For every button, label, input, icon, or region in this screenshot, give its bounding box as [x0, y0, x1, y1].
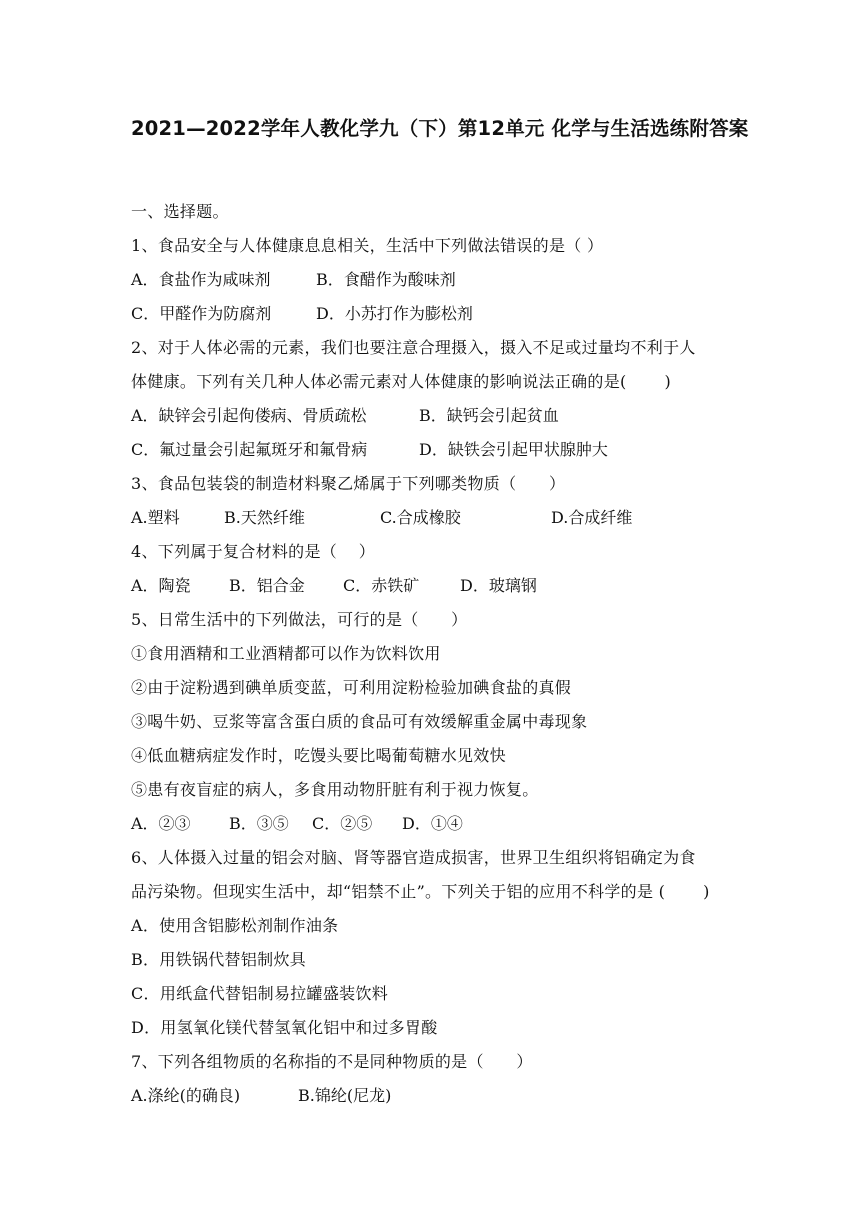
- document-title: 2021—2022学年人教化学九（下）第12单元 化学与生活选练附答案: [131, 117, 749, 140]
- question-1-option-a: A．食盐作为咸味剂: [131, 270, 271, 289]
- question-1-stem: 1、食品安全与人体健康息息相关，生活中下列做法错误的是（ ）: [131, 236, 604, 255]
- question-2-stem-line-1: 2、对于人体必需的元素，我们也要注意合理摄入，摄入不足或过量均不利于人: [131, 338, 696, 357]
- question-5-statement-5: ⑤患有夜盲症的病人，多食用动物肝脏有利于视力恢复。: [131, 780, 539, 799]
- question-6-option-b: B．用铁锅代替铝制炊具: [131, 950, 307, 969]
- question-4-option-b: B．铝合金: [229, 576, 305, 595]
- question-3-option-d: D.合成纤维: [551, 508, 633, 527]
- question-5-option-b: B．③⑤: [229, 814, 289, 833]
- question-3-option-a: A.塑料: [131, 508, 180, 527]
- question-1-option-d: D．小苏打作为膨松剂: [316, 304, 473, 323]
- question-4-option-d: D．玻璃钢: [460, 576, 537, 595]
- question-5-stem: 5、日常生活中的下列做法，可行的是（ ）: [131, 610, 468, 629]
- question-5-statement-3: ③喝牛奶、豆浆等富含蛋白质的食品可有效缓解重金属中毒现象: [131, 712, 588, 731]
- question-6-stem-line-1: 6、人体摄入过量的铝会对脑、肾等器官造成损害，世界卫生组织将铝确定为食: [131, 848, 696, 867]
- question-4-stem: 4、下列属于复合材料的是（ ）: [131, 542, 376, 561]
- question-2-stem-line-2: 体健康。下列有关几种人体必需元素对人体健康的影响说法正确的是( ): [131, 372, 672, 391]
- question-3-option-c: C.合成橡胶: [380, 508, 461, 527]
- question-1-option-c: C．甲醛作为防腐剂: [131, 304, 272, 323]
- question-1-option-b: B．食醋作为酸味剂: [316, 270, 456, 289]
- question-7-stem: 7、下列各组物质的名称指的不是同种物质的是（ ）: [131, 1052, 533, 1071]
- question-5-option-a: A．②③: [131, 814, 191, 833]
- question-2-option-a: A．缺锌会引起佝偻病、骨质疏松: [131, 406, 367, 425]
- question-5-statement-2: ②由于淀粉遇到碘单质变蓝，可利用淀粉检验加碘食盐的真假: [131, 678, 572, 697]
- question-3-option-b: B.天然纤维: [224, 508, 305, 527]
- question-4-option-a: A．陶瓷: [131, 576, 191, 595]
- question-6-option-c: C．用纸盒代替铝制易拉罐盛装饮料: [131, 984, 389, 1003]
- question-2-option-c: C．氟过量会引起氟斑牙和氟骨病: [131, 440, 368, 459]
- question-7-option-a: A.涤纶(的确良): [131, 1086, 241, 1105]
- question-6-option-d: D．用氢氧化镁代替氢氧化铝中和过多胃酸: [131, 1018, 438, 1037]
- question-3-stem: 3、食品包装袋的制造材料聚乙烯属于下列哪类物质（ ）: [131, 474, 566, 493]
- section-heading: 一、选择题。: [131, 202, 229, 221]
- question-2-option-b: B．缺钙会引起贫血: [419, 406, 559, 425]
- question-5-statement-1: ①食用酒精和工业酒精都可以作为饮料饮用: [131, 644, 441, 663]
- question-4-option-c: C．赤铁矿: [343, 576, 420, 595]
- question-6-stem-line-2: 品污染物。但现实生活中，却“铝禁不止”。下列关于铝的应用不科学的是 ( ): [131, 882, 710, 901]
- question-2-option-d: D．缺铁会引起甲状腺肿大: [419, 440, 608, 459]
- question-7-option-b: B.锦纶(尼龙): [298, 1086, 392, 1105]
- question-5-option-d: D．①④: [402, 814, 463, 833]
- question-5-option-c: C．②⑤: [312, 814, 373, 833]
- question-5-statement-4: ④低血糖病症发作时，吃馒头要比喝葡萄糖水见效快: [131, 746, 506, 765]
- question-6-option-a: A．使用含铝膨松剂制作油条: [131, 916, 339, 935]
